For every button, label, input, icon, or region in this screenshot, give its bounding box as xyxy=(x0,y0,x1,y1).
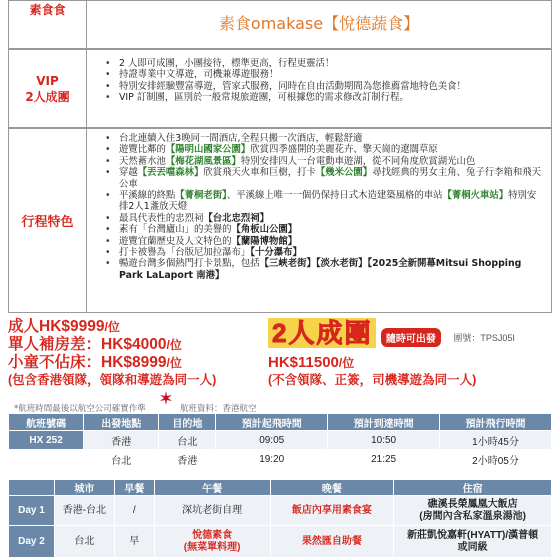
airline-note: *航班時間最後以航空公司確實作準 xyxy=(14,404,146,414)
day-city: 台北 xyxy=(54,526,114,558)
features-label xyxy=(9,129,87,312)
day-hotel: 新莊凱悅嘉軒(HYATT)/漢普頓 或同級 xyxy=(394,526,552,558)
day-dinner: 飯店內享用素食宴 xyxy=(270,496,394,526)
feature-item: • 平溪線的終點【菁桐老街】、平溪線上唯一一個仍保持日式木造建築風格的車站【菁桐火車站】特別安排2人1盞放天燈 xyxy=(105,190,545,213)
hong-kong-airlines-logo-icon xyxy=(158,390,174,406)
day-label: Day 1 xyxy=(9,496,55,526)
tour-code: 團號：TPSJ05I xyxy=(453,333,515,344)
two-person-note: (不含領隊、正簽，司機導遊為同一人) xyxy=(268,373,477,387)
depart-anytime-badge: 隨時可出發 xyxy=(381,328,441,347)
feature-item: • 天然蓄水池【梅花湖風景區】特別安排四人一台電動車遊湖，從不同角度欣賞湖光山色 xyxy=(105,156,545,167)
flight-header-cell: 預計起飛時間 xyxy=(216,414,328,431)
vip-label-line2: 2人成團 xyxy=(25,89,70,104)
flight-cell: 台北 xyxy=(84,450,159,469)
airline-source: 航班資料：香港航空 xyxy=(180,404,257,414)
feature-item: • 遊覽宜蘭歷史及人文特色的【蘭陽博物館】 xyxy=(105,236,545,247)
vip-item: • VIP 訂制團，區別於一般常規旅遊團，可根據您的需求修改訂制行程。 xyxy=(105,92,545,103)
vip-item: • 持證專業中文導遊，司機兼導遊服務！ xyxy=(105,69,545,80)
vip-content xyxy=(87,50,551,127)
itinerary-header-cell xyxy=(9,480,55,496)
vip-label xyxy=(9,50,87,127)
features-row xyxy=(8,128,552,313)
day-dinner: 果然匯自助餐 xyxy=(270,526,394,558)
food-title: 素食omakase【悅德蔬食】 xyxy=(218,14,420,33)
table-row xyxy=(9,526,552,558)
day-lunch: 深坑老街自理 xyxy=(154,496,270,526)
feature-item: • 素有「台灣廬山」的美譽的【角板山公園】 xyxy=(105,224,545,235)
feature-item: • 穿越【丟丟噹森林】欣賞飛天火車和巨樹，打卡【幾米公園】尋找經典的男女主角、兔子行李箱和飛天公車 xyxy=(105,167,545,190)
table-row xyxy=(9,496,552,526)
flight-header-cell: 出發地點 xyxy=(84,414,159,431)
food-label xyxy=(9,1,87,48)
flight-header-row xyxy=(9,414,552,431)
flight-cell: 2小時05分 xyxy=(440,450,552,469)
single-supplement: 單人補房差：HK$4000/位 xyxy=(8,336,182,353)
adult-price: 成人HK$9999/位 xyxy=(8,318,120,335)
day-lunch: 悅德素食 (無菜單料理) xyxy=(154,526,270,558)
day-breakfast: 早 xyxy=(114,526,154,558)
day-breakfast: / xyxy=(114,496,154,526)
child-price: 小童不佔床：HK$8999/位 xyxy=(8,354,182,371)
price-block xyxy=(8,318,288,388)
two-person-price: HK$11500/位 xyxy=(268,354,355,371)
table-row xyxy=(9,450,552,469)
flight-code: HX 252 xyxy=(9,431,84,450)
flight-header-cell: 航班號碼 xyxy=(9,414,84,431)
itinerary-table xyxy=(8,479,552,558)
vip-list xyxy=(105,58,545,104)
two-person-header xyxy=(268,318,552,348)
features-list xyxy=(105,133,545,281)
feature-item: • 台北連續入住3晚同一間酒店,全程只搬一次酒店，輕鬆舒適 xyxy=(105,133,545,144)
itinerary-header-cell: 城市 xyxy=(54,480,114,496)
flight-cell: 香港 xyxy=(159,450,216,469)
flight-cell: 台北 xyxy=(159,431,216,450)
itinerary-header-cell: 午餐 xyxy=(154,480,270,496)
vip-row xyxy=(8,49,552,128)
price-note: (包含香港領隊，領隊和導遊為同一人) xyxy=(8,373,217,387)
vip-item: • 2 人即可成團，小團接待，標準更高，行程更靈活！ xyxy=(105,58,545,69)
flight-cell: 09:05 xyxy=(216,431,328,450)
feature-item: • 打卡被譽為「台版尼加拉瀑布」【十分瀑布】 xyxy=(105,247,545,258)
food-label-text: 素食食 xyxy=(29,3,66,17)
flight-header-cell: 預計飛行時間 xyxy=(440,414,552,431)
table-row xyxy=(9,431,552,450)
two-person-block xyxy=(268,318,552,388)
flight-cell: 香港 xyxy=(84,431,159,450)
features-content xyxy=(87,129,551,312)
flight-cell: 1小時45分 xyxy=(440,431,552,450)
feature-item: • 遊覽比鄰的【陽明山國家公園】欣賞四季盛開的美麗花卉、擎天崗的遼闊草原 xyxy=(105,144,545,155)
food-content xyxy=(87,1,551,48)
day-label: Day 2 xyxy=(9,526,55,558)
feature-item: • 暢遊台灣多個熱門打卡景點，包括【三峽老街】【淡水老街】【2025全新開幕Mitsui Shopping Park LaLaport 南港】 xyxy=(105,258,545,281)
itinerary-header-cell: 住宿 xyxy=(394,480,552,496)
day-hotel: 礁溪長榮鳳凰大飯店 (房間內含私家溫泉湯池) xyxy=(394,496,552,526)
flight-cell: 21:25 xyxy=(328,450,440,469)
two-person-title: 2人成團 xyxy=(268,318,376,348)
flight-code: HX 261 xyxy=(9,450,84,469)
features-label-text: 行程特色 xyxy=(21,215,74,230)
flight-table xyxy=(8,413,552,469)
flight-cell: 10:50 xyxy=(328,431,440,450)
vip-item: • 特別安排經驗豐富導遊，管家式服務，同時在自由活動期間為您推薦當地特色美食！ xyxy=(105,81,545,92)
vip-label-line1: VIP xyxy=(36,73,59,88)
itinerary-header-cell: 晚餐 xyxy=(270,480,394,496)
flight-cell: 19:20 xyxy=(216,450,328,469)
flight-header-cell: 目的地 xyxy=(159,414,216,431)
itinerary-header-row xyxy=(9,480,552,496)
flight-header-cell: 預計到達時間 xyxy=(328,414,440,431)
feature-item: • 最具代表性的忠烈祠【台北忠烈祠】 xyxy=(105,213,545,224)
food-row xyxy=(8,0,552,49)
day-city: 香港-台北 xyxy=(54,496,114,526)
itinerary-header-cell: 早餐 xyxy=(114,480,154,496)
